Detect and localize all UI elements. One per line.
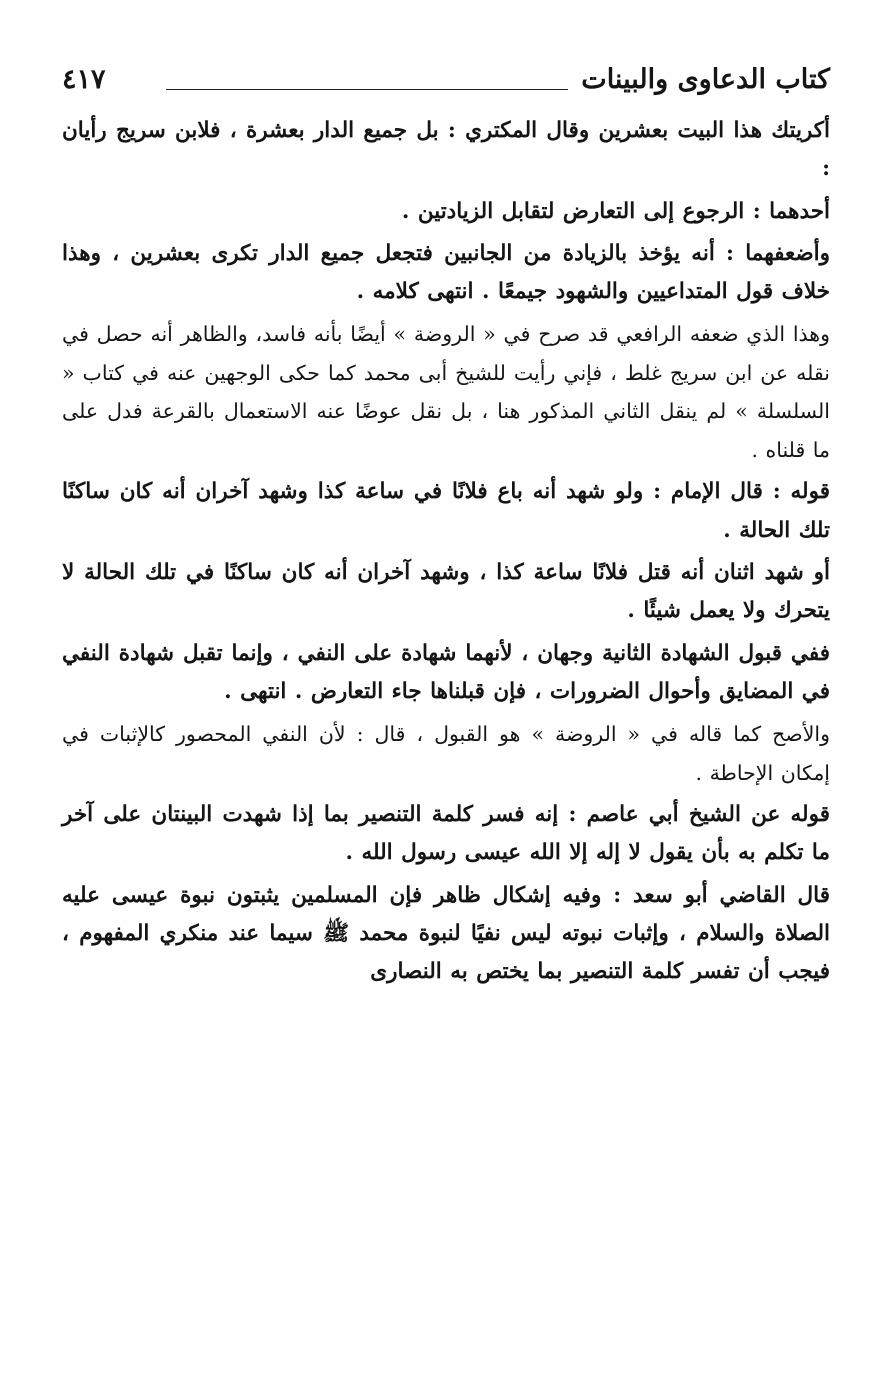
- running-title: كتاب الدعاوى والبينات: [581, 64, 830, 95]
- paragraph-4: وهذا الذي ضعفه الرافعي قد صرح في « الروضة » أيضًا بأنه فاسد، والظاهر أنه حصل في نقله عن ابن سريج غلط ، فإني رأيت للشيخ أبى محمد كما حكى الوجهين عنه في كتاب « السلسلة » لم ينقل الثاني المذكور هنا ، بل نقل عوضًا عنه الاستعمال بالقرعة فدل على ما قلناه .: [62, 322, 830, 462]
- paragraph-8: والأصح كما قاله في « الروضة » هو القبول ، قال : لأن النفي المحصور كالإثبات في إمكان الإحاطة .: [62, 722, 830, 785]
- paragraph-9: قوله عن الشيخ أبي عاصم : إنه فسر كلمة التنصير بما إذا شهدت البينتان على آخر ما تكلم به بأن يقول لا إله إلا الله عيسى رسول الله .: [62, 802, 830, 866]
- page-text: [62, 112, 830, 991]
- paragraph-10: قال القاضي أبو سعد : وفيه إشكال ظاهر فإن المسلمين يثبتون نبوة عيسى عليه الصلاة والسلام ، وإثبات نبوته ليس نفيًا لنبوة محمد ﷺ سيما عند منكري المفهوم ، فيجب أن تفسر كلمة التنصير بما يختص به النصارى: [62, 882, 830, 985]
- paragraph-5: قوله : قال الإمام : ولو شهد أنه باع فلانًا في ساعة كذا وشهد آخران أنه كان ساكنًا تلك الحالة .: [62, 479, 830, 543]
- paragraph-1: أكريتك هذا البيت بعشرين وقال المكتري : بل جميع الدار بعشرة ، فلابن سريج رأيان :: [62, 118, 830, 182]
- header-rule: [166, 89, 568, 90]
- paragraph-2: أحدهما : الرجوع إلى التعارض لتقابل الزيادتين .: [401, 198, 830, 224]
- paragraph-3: وأضعفهما : أنه يؤخذ بالزيادة من الجانبين فتجعل جميع الدار تكرى بعشرين ، وهذا خلاف قول المتداعيين والشهود جيمعًا . انتهى كلامه .: [62, 240, 830, 305]
- page-number: ٤١٧: [62, 64, 106, 95]
- book-page: [62, 58, 830, 995]
- page-header: [62, 58, 830, 112]
- paragraph-6: أو شهد اثنان أنه قتل فلانًا ساعة كذا ، وشهد آخران أنه كان ساكنًا في تلك الحالة لا يتحرك ولا يعمل شيئًا .: [62, 559, 830, 624]
- paragraph-7: ففي قبول الشهادة الثانية وجهان ، لأنهما شهادة على النفي ، وإنما تقبل شهادة النفي في المضايق وأحوال الضرورات ، فإن قبلناها جاء التعارض . انتهى .: [62, 640, 830, 704]
